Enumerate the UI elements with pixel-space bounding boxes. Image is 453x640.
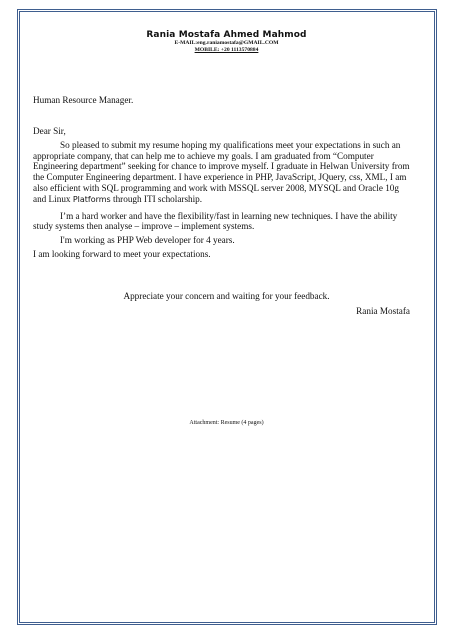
- recipient-line: Human Resource Manager.: [33, 95, 134, 105]
- platforms-word: Platforms: [72, 194, 111, 204]
- paragraph-experience: I'm working as PHP Web developer for 4 years.: [60, 235, 235, 246]
- letter-body: [33, 126, 411, 260]
- paragraph-text-end: through ITI scholarship.: [110, 193, 203, 204]
- closing-line: Appreciate your concern and waiting for your feedback.: [123, 291, 330, 301]
- sender-email: E-MAIL:eng.raniamostafa@GMAIL.COM: [174, 40, 279, 46]
- paragraph-qualifications: [33, 140, 411, 206]
- sender-name: Rania Mostafa Ahmed Mahmod: [146, 30, 307, 40]
- paragraph-hard-worker: I’m a hard worker and have the flexibility/fast in learning new techniques. I have the ability study systems then analyse – improve – implement systems.: [33, 210, 398, 232]
- signature: Rania Mostafa: [356, 306, 410, 316]
- sender-mobile: MOBILE: +20 1113570884: [194, 47, 259, 53]
- attachment-note: Attachment: Resume (4 pages): [189, 420, 264, 426]
- paragraph-text: So pleased to submit my resume hoping my qualifications meet your expectations in such an appropriate company, that can help me to achieve my goals. I am graduated from “Computer Engineering department” seeking for chance to improve myself. I graduate in Helwan University from the Computer Engineering department. I have experience in PHP, JavaScript, JQuery, css, XML, I am also efficient with SQL programming and work with MSSQL server 2008, MYSQL and Oracle 10g and Linux: [33, 139, 410, 204]
- salutation: Dear Sir,: [33, 126, 66, 136]
- letter-header: [0, 30, 453, 54]
- paragraph-looking-forward: I am looking forward to meet your expectations.: [33, 248, 211, 259]
